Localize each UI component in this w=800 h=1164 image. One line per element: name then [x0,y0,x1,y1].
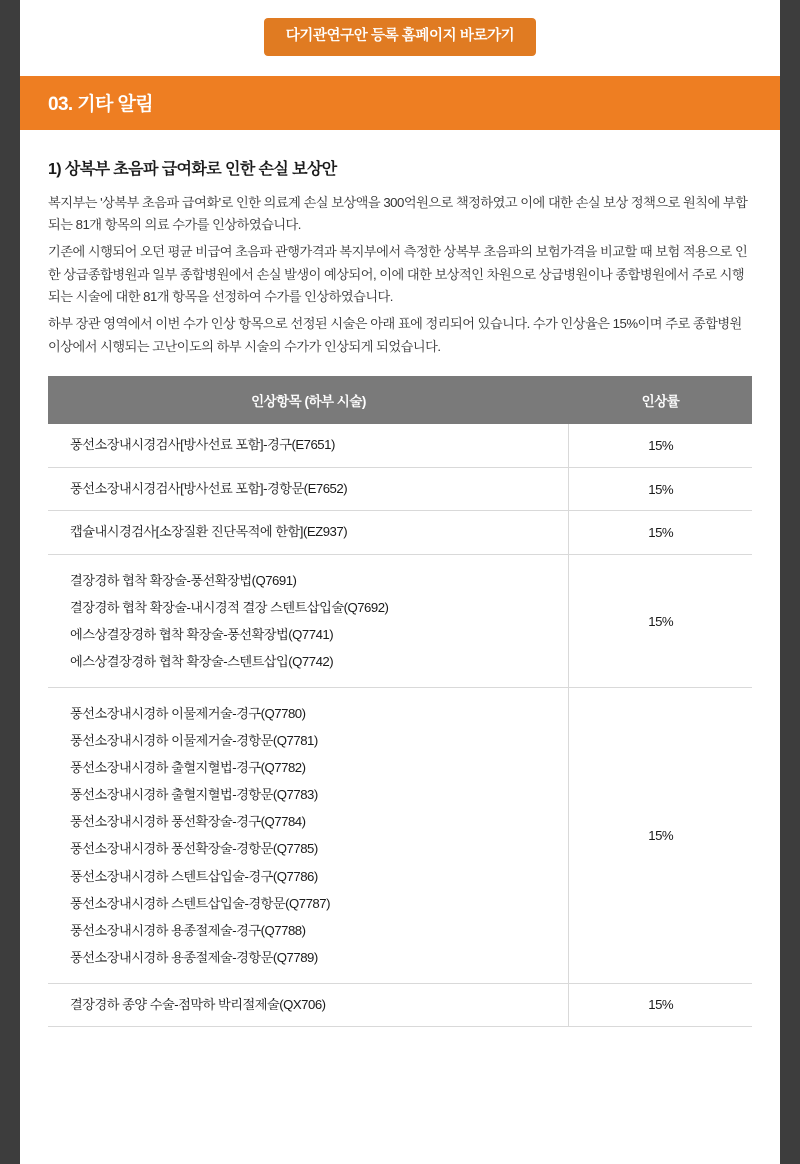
procedure-item: 풍선소장내시경하 용종절제술-경항문(Q7789) [70,949,318,965]
table-row [48,554,752,687]
table-head [48,376,752,424]
body-paragraph: 복지부는 '상복부 초음파 급여화'로 인한 의료계 손실 보상액을 300억원으로 책정하였고 이에 대한 손실 보상 정책으로 원칙에 부합되는 81개 항목의 의료 수가를 인상하였습니다. [48,194,748,233]
rate-increase-table [48,376,752,1027]
table-cell-items [48,511,569,554]
table-row [48,467,752,510]
table-body [48,424,752,1026]
table-cell-items [48,983,569,1026]
procedure-item: 풍선소장내시경하 출혈지혈법-경구(Q7782) [70,760,306,776]
table-cell-rate: 15% [569,467,752,510]
procedure-item: 풍선소장내시경하 스텐트삽입술-경항문(Q7787) [70,895,330,911]
table-row [48,688,752,984]
body-paragraph: 기존에 시행되어 오던 평균 비급여 초음파 관행가격과 복지부에서 측정한 상복부 초음파의 보험가격을 비교할 때 보험 적용으로 인한 상급종합병원과 일부 종합병원에서 손실 발생이 예상되어, 이에 대한 보상적인 차원으로 상급병원이나 종합병원에서 주로 시행되는 시술에 대한 81개 항목을 선정하여 수가를 인상하였습니다. [48,243,748,305]
column-header-rate: 인상률 [569,376,752,424]
cta-area [20,0,780,76]
procedure-item: 풍선소장내시경검사[방사선료 포함]-경구(E7651) [70,437,335,453]
subsection-title: 1) 상복부 초음파 급여화로 인한 손실 보상안 [48,160,337,178]
table-cell-rate: 15% [569,424,752,467]
procedure-item: 풍선소장내시경검사[방사선료 포함]-경항문(E7652) [70,480,348,496]
table-cell-items [48,688,569,984]
table-cell-rate: 15% [569,554,752,687]
table-row [48,511,752,554]
procedure-item: 에스상결장경하 협착 확장술-풍선확장법(Q7741) [70,627,334,642]
table-cell-items [48,467,569,510]
page-container [20,0,780,1164]
section-content [20,130,780,1028]
table-cell-items [48,424,569,467]
table-cell-rate: 15% [569,983,752,1026]
procedure-item: 캡슐내시경검사[소장질환 진단목적에 한함](EZ937) [70,524,348,540]
procedure-item: 풍선소장내시경하 이물제거술-경항문(Q7781) [70,733,318,749]
procedure-item: 결장경하 협착 확장술-내시경적 결장 스텐트삽입술(Q7692) [70,599,389,615]
procedure-item: 풍선소장내시경하 이물제거술-경구(Q7780) [70,706,306,722]
procedure-item: 결장경하 협착 확장술-풍선확장법(Q7691) [70,572,297,588]
procedure-item: 풍선소장내시경하 출혈지혈법-경항문(Q7783) [70,787,318,803]
table-header-row [48,376,752,424]
table-cell-items [48,554,569,687]
procedure-item: 결장경하 종양 수술-점막하 박리절제술(QX706) [70,996,326,1012]
procedure-item: 풍선소장내시경하 풍선확장술-경구(Q7784) [70,814,306,830]
procedure-item: 에스상결장경하 협착 확장술-스텐트삽입(Q7742) [70,654,334,670]
column-header-item: 인상항목 (하부 시술) [48,376,569,424]
body-paragraph: 하부 장관 영역에서 이번 수가 인상 항목으로 선정된 시술은 아래 표에 정리되어 있습니다. 수가 인상율은 15%이며 주로 종합병원 이상에서 시행되는 고난이도의 하부 시술의 수가가 인상되게 되었습니다. [48,316,742,354]
section-header-title: 03. 기타 알림 [20,76,780,130]
table-cell-rate: 15% [569,511,752,554]
procedure-item: 풍선소장내시경하 스텐트삽입술-경구(Q7786) [70,868,318,884]
registration-homepage-link-button[interactable]: 다기관연구안 등록 홈페이지 바로가기 [264,18,537,56]
procedure-item: 풍선소장내시경하 풍선확장술-경항문(Q7785) [70,841,318,857]
procedure-item: 풍선소장내시경하 용종절제술-경구(Q7788) [70,922,306,938]
table-cell-rate: 15% [569,688,752,984]
table-row [48,983,752,1026]
table-row [48,424,752,467]
